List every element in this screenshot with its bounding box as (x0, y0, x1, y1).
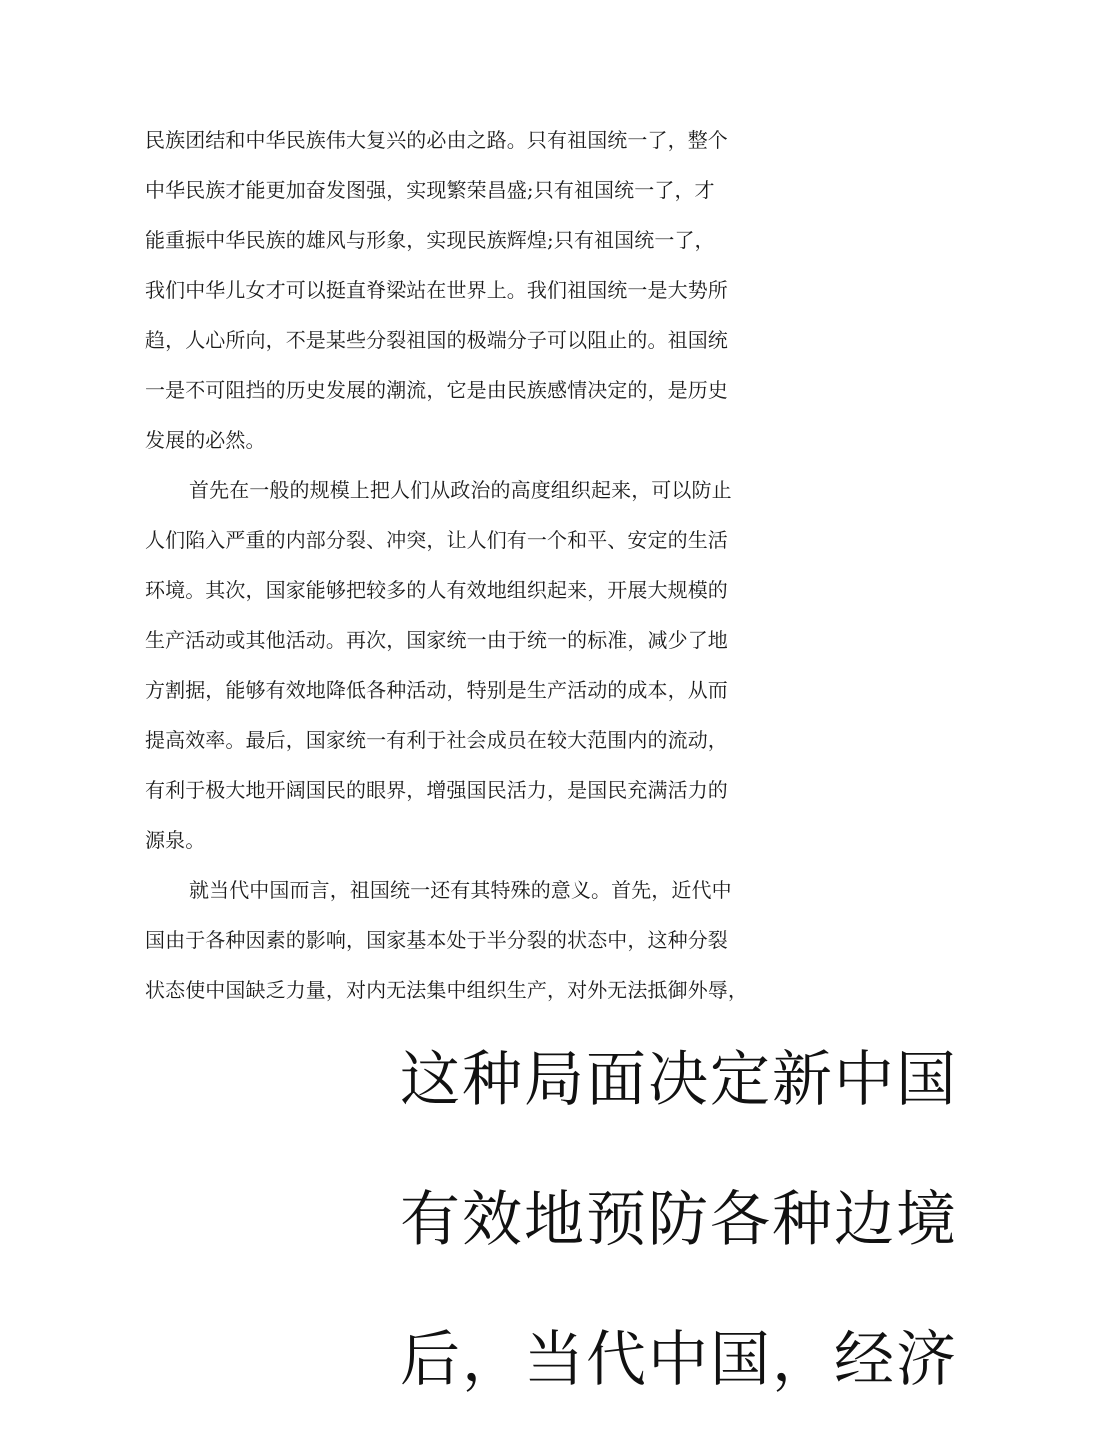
text-line: 源泉。 (145, 828, 206, 852)
text-line: 趋，人心所向，不是某些分裂祖国的极端分子可以阻止的。祖国统 (145, 328, 728, 352)
large-text-block (400, 1010, 1100, 1430)
paragraph-1 (145, 115, 790, 465)
large-text-line: 后，当代中国，经济 (400, 1325, 958, 1395)
text-line: 中华民族才能更加奋发图强，实现繁荣昌盛;只有祖国统一了，才 (145, 178, 715, 202)
text-line: 能重振中华民族的雄风与形象，实现民族辉煌;只有祖国统一了， (145, 228, 715, 252)
paragraph-2 (145, 465, 790, 865)
text-line: 提高效率。最后，国家统一有利于社会成员在较大范围内的流动， (145, 728, 728, 752)
text-line: 环境。其次，国家能够把较多的人有效地组织起来，开展大规模的 (145, 578, 728, 602)
text-line: 就当代中国而言，祖国统一还有其特殊的意义。首先，近代中 (189, 878, 732, 902)
text-line: 人们陷入严重的内部分裂、冲突，让人们有一个和平、安定的生活 (145, 528, 728, 552)
text-line: 发展的必然。 (145, 428, 266, 452)
large-text-line: 有效地预防各种边境 (400, 1185, 958, 1255)
text-line: 生产活动或其他活动。再次，国家统一由于统一的标准，减少了地 (145, 628, 728, 652)
text-line: 状态使中国缺乏力量，对内无法集中组织生产，对外无法抵御外辱， (145, 978, 748, 1002)
text-line: 民族团结和中华民族伟大复兴的必由之路。只有祖国统一了，整个 (145, 128, 728, 152)
text-line: 有利于极大地开阔国民的眼界，增强国民活力，是国民充满活力的 (145, 778, 728, 802)
text-line: 国由于各种因素的影响，国家基本处于半分裂的状态中，这种分裂 (145, 928, 728, 952)
large-text-line: 这种局面决定新中国 (400, 1045, 958, 1115)
text-line: 首先在一般的规模上把人们从政治的高度组织起来，可以防止 (189, 478, 732, 502)
text-line: 一是不可阻挡的历史发展的潮流，它是由民族感情决定的，是历史 (145, 378, 728, 402)
text-line: 方割据，能够有效地降低各种活动，特别是生产活动的成本，从而 (145, 678, 728, 702)
body-text (145, 115, 790, 1015)
paragraph-3 (145, 865, 790, 1015)
text-line: 我们中华儿女才可以挺直脊梁站在世界上。我们祖国统一是大势所 (145, 278, 728, 302)
